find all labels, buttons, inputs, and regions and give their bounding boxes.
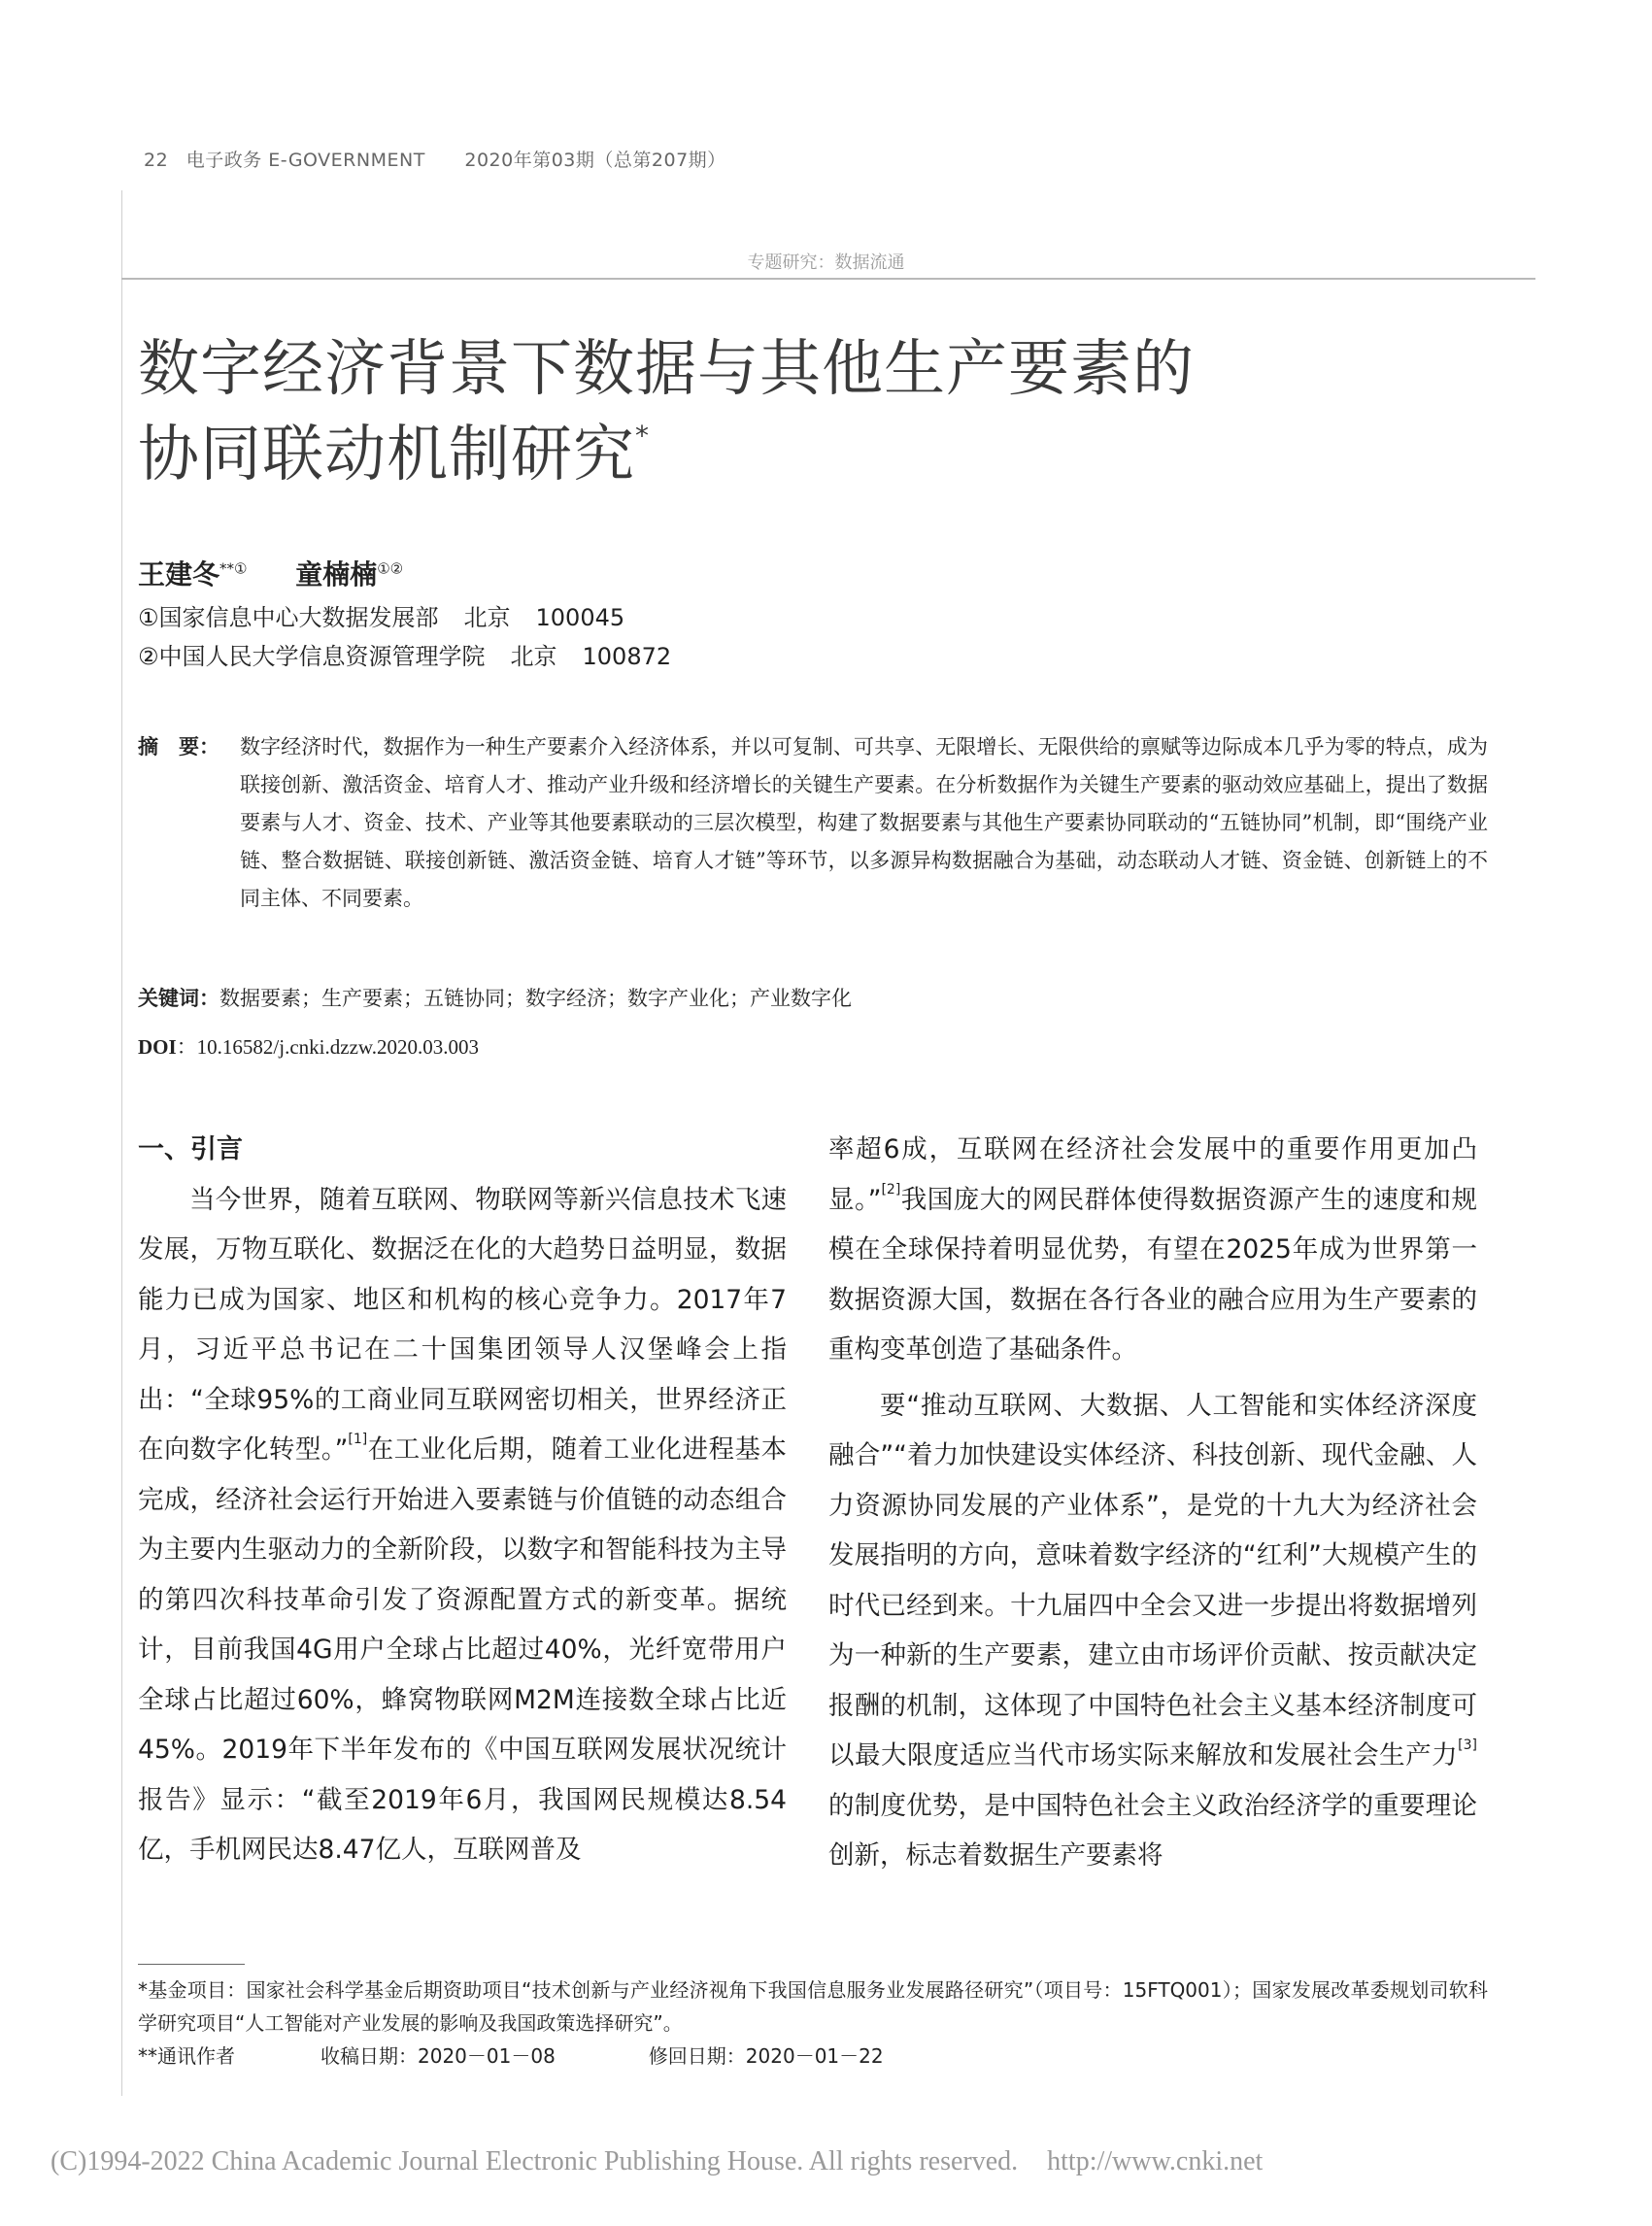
body-paragraph: 要“推动互联网、大数据、人工智能和实体经济深度融合”“着力加快建设实体经济、科技创新、现代金融、人力资源协同发展的产业体系”，是党的十九大为经济社会发展指明的方向，意味着数字经济的“红利”大规模产生的时代已经到来。十九届四中全会又进一步提出将数据增列为一种新的生产要素，建立由市场评价贡献、按贡献决定报酬的机制，这体现了中国特色社会主义基本经济制度可以最大限度适应当代市场实际来解放和发展社会生产力[3]的制度优势，是中国特色社会主义政治经济学的重要理论创新，标志着数据生产要素将 — [828, 1390, 1477, 1871]
author-1-marks: **① — [219, 559, 248, 578]
doi-label: DOI — [138, 1035, 177, 1059]
footnote-rule — [138, 1964, 245, 1965]
copyright-line — [51, 2146, 1263, 2177]
corresponding-author-note: **通讯作者 — [138, 2044, 235, 2068]
dates-note — [138, 2040, 1488, 2073]
citation-3: [3] — [1458, 1737, 1477, 1753]
received-date: 收稿日期：2020－01－08 — [320, 2044, 556, 2068]
doi — [138, 1031, 479, 1061]
article-title — [138, 326, 1195, 497]
citation-1: [1] — [348, 1432, 368, 1447]
body-paragraph: 当今世界，随着互联网、物联网等新兴信息技术飞速发展，万物互联化、数据泛在化的大趋势日益明显，数据能力已成为国家、地区和机构的核心竞争力。2017年7月，习近平总书记在二十国集团领导人汉堡峰会上指出：“全球95%的工商业同互联网密切相关，世界经济正在向数字化转型。”[1]在工业化后期，随着工业化进程基本完成，经济社会运行开始进入要素链与价值链的动态组合为主要内生驱动力的全新阶段，以数字和智能科技为主导的第四次科技革命引发了资源配置方式的新变革。据统计，目前我国4G用户全球占比超过40%，光纤宽带用户全球占比超过60%，蜂窝物联网M2M连接数全球占比近45%。2019年下半年发布的《中国互联网发展状况统计报告》显示：“截至2019年6月，我国网民规模达8.54亿，手机网民达8.47亿人，互联网普及 — [138, 1184, 787, 1865]
revised-date: 修回日期：2020－01－22 — [648, 2044, 884, 2068]
margin-rule — [121, 190, 122, 2096]
footnotes — [138, 1973, 1488, 2073]
issue-info: 2020年第03期（总第207期） — [464, 150, 726, 171]
author-2-marks: ①② — [377, 559, 404, 578]
section-heading: 一、引言 — [138, 1134, 243, 1164]
body-paragraph: 率超6成，互联网在经济社会发展中的重要作用更加凸显。”[2]我国庞大的网民群体使得数据资源产生的速度和规模在全球保持着明显优势，有望在2025年成为世界第一数据资源大国，数据在各行各业的融合应用为生产要素的重构变革创造了基础条件。 — [828, 1134, 1477, 1365]
running-header — [144, 146, 726, 172]
author-list — [138, 554, 403, 592]
title-line-2: 协同联动机制研究* — [138, 419, 650, 489]
copyright-url: http://www.cnki.net — [1047, 2146, 1264, 2176]
affiliation-1: ①国家信息中心大数据发展部 北京 100045 — [138, 604, 625, 631]
keywords-text: 数据要素；生产要素；五链协同；数字经济；数字产业化；产业数字化 — [219, 987, 852, 1010]
page-number: 22 — [144, 150, 169, 171]
keywords — [138, 983, 852, 1012]
keywords-label: 关键词： — [138, 987, 219, 1010]
abstract — [138, 728, 1488, 918]
doi-value: ：10.16582/j.cnki.dzzw.2020.03.003 — [176, 1035, 479, 1059]
citation-2: [2] — [881, 1181, 901, 1197]
journal-name: 电子政务 E-GOVERNMENT — [185, 150, 425, 171]
copyright-text: (C)1994-2022 China Academic Journal Electronic Publishing House. All rights reserved. — [51, 2146, 1019, 2176]
topic-label: 专题研究：数据流通 — [747, 253, 905, 273]
fund-note: *基金项目：国家社会科学基金后期资助项目“技术创新与产业经济视角下我国信息服务业发展路径研究”（项目号：15FTQ001）；国家发展改革委规划司软科学研究项目“人工智能对产业发展的影响及我国政策选择研究”。 — [138, 1978, 1488, 2035]
author-2: 童楠楠①② — [295, 558, 404, 590]
title-line-1: 数字经济背景下数据与其他生产要素的 — [138, 333, 1195, 404]
body-column-left — [138, 1125, 787, 1875]
abstract-text: 数字经济时代，数据作为一种生产要素介入经济体系，并以可复制、可共享、无限增长、无限供给的禀赋等边际成本几乎为零的特点，成为联接创新、激活资金、培育人才、推动产业升级和经济增长的关键生产要素。在分析数据作为关键生产要素的驱动效应基础上，提出了数据要素与人才、资金、技术、产业等其他要素联动的三层次模型，构建了数据要素与其他生产要素协同联动的“五链协同”机制，即“围绕产业链、整合数据链、联接创新链、激活资金链、培育人才链”等环节，以多源异构数据融合为基础，动态联动人才链、资金链、创新链上的不同主体、不同要素。 — [240, 735, 1488, 910]
title-footnote-mark: * — [635, 420, 650, 452]
body-column-right — [828, 1125, 1477, 1881]
author-1: 王建冬**① — [138, 558, 248, 590]
affiliation-2: ②中国人民大学信息资源管理学院 北京 100872 — [138, 643, 672, 670]
topic-divider — [121, 278, 1535, 280]
abstract-label: 摘 要： — [138, 735, 219, 759]
